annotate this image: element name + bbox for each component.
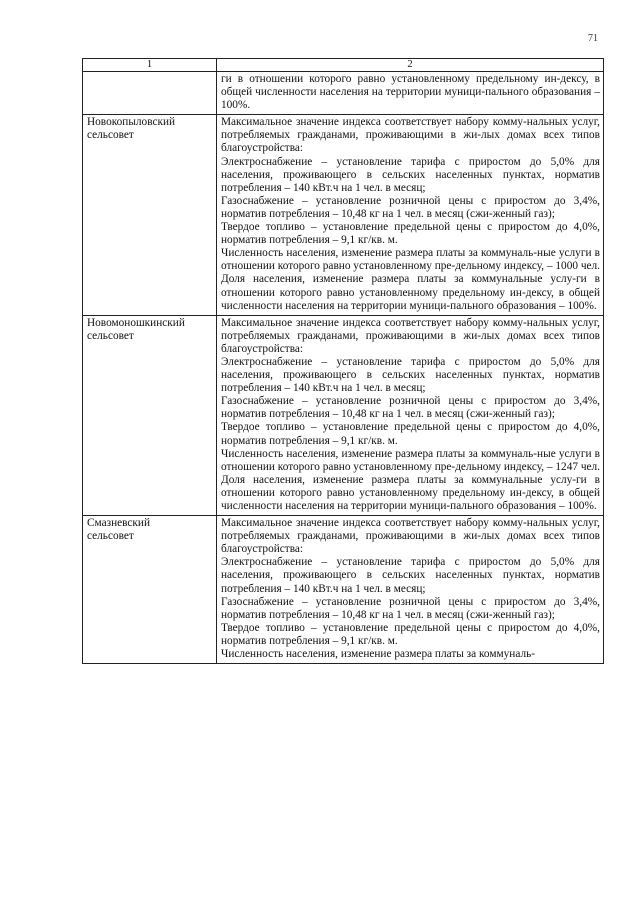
municipality-name-cell	[83, 516, 217, 664]
electricity-paragraph: Электроснабжение – установление тарифа с приростом до 5,0% для населения, проживающего в сельских населенных пунктах, норматив потребления – 140 кВт.ч на 1 чел. в месяц;	[221, 155, 600, 194]
continuation-name-cell	[83, 72, 217, 115]
page-number: 71	[588, 33, 598, 44]
gas-paragraph: Газоснабжение – установление розничной цены с приростом до 3,4%, норматив потребления – 10,48 кг на 1 чел. в месяц (сжи-женный газ);	[221, 194, 600, 220]
municipality-type: сельсовет	[87, 329, 134, 342]
gas-paragraph: Газоснабжение – установление розничной цены с приростом до 3,4%, норматив потребления – 10,48 кг на 1 чел. в месяц (сжи-женный газ);	[221, 395, 600, 421]
electricity-paragraph: Электроснабжение – установление тарифа с приростом до 5,0% для населения, проживающего в сельских населенных пунктах, норматив потребления – 140 кВт.ч на 1 чел. в месяц;	[221, 556, 600, 595]
gas-paragraph: Газоснабжение – установление розничной цены с приростом до 3,4%, норматив потребления – 10,48 кг на 1 чел. в месяц (сжи-женный газ);	[221, 595, 600, 621]
municipality-name: Новомоношкинский	[87, 316, 185, 329]
solid-fuel-paragraph: Твердое топливо – установление предельной цены с приростом до 4,0%, норматив потребления – 9,1 кг/кв. м.	[221, 621, 600, 647]
municipality-type: сельсовет	[87, 530, 134, 543]
index-description-cell	[217, 516, 604, 664]
table-row-smaznevsky	[83, 516, 604, 664]
population-paragraph: Численность населения, изменение размера платы за коммуналь-	[221, 648, 535, 661]
municipality-type: сельсовет	[87, 129, 134, 142]
solid-fuel-paragraph: Твердое топливо – установление предельной цены с приростом до 4,0%, норматив потребления – 9,1 кг/кв. м.	[221, 221, 600, 247]
municipality-name: Смазневский	[87, 517, 151, 530]
population-paragraph: Численность населения, изменение размера платы за коммуналь-ные услуги в отношении которого равно установленному пре-дельному индексу, – 1247 чел.	[221, 447, 600, 473]
index-intro-paragraph: Максимальное значение индекса соответствует набору комму-нальных услуг, потребляемых гражданами, проживающими в жи-лых домах всех типов благоустройства:	[221, 116, 600, 155]
municipality-name-cell	[83, 315, 217, 515]
index-intro-paragraph: Максимальное значение индекса соответствует набору комму-нальных услуг, потребляемых гражданами, проживающими в жи-лых домах всех типов благоустройства:	[221, 517, 600, 556]
index-description-cell	[217, 315, 604, 515]
index-description-cell	[217, 115, 604, 315]
document-table	[82, 58, 604, 664]
municipality-name-cell	[83, 115, 217, 315]
electricity-paragraph: Электроснабжение – установление тарифа с приростом до 5,0% для населения, проживающего в сельских населенных пунктах, норматив потребления – 140 кВт.ч на 1 чел. в месяц;	[221, 355, 600, 395]
continuation-content-cell	[217, 72, 604, 115]
continuation-row	[83, 72, 604, 115]
column-number-1: 1	[83, 59, 217, 72]
table-row-novokopylovsky	[83, 115, 604, 315]
column-number-2: 2	[217, 59, 604, 72]
population-share-paragraph: Доля населения, изменение размера платы за коммунальные услу-ги в отношении которого равно установленному предельному ин-дексу, в общей численности населения на территории муници-пального образования – 100%.	[221, 273, 600, 312]
population-share-paragraph: Доля населения, изменение размера платы за коммунальные услу-ги в отношении которого равно установленному предельному ин-дексу, в общей численности населения на территории муници-пального образования – 100%.	[221, 473, 600, 512]
index-intro-paragraph: Максимальное значение индекса соответствует набору комму-нальных услуг, потребляемых гражданами, проживающими в жи-лых домах всех типов благоустройства:	[221, 316, 600, 355]
solid-fuel-paragraph: Твердое топливо – установление предельной цены с приростом до 4,0%, норматив потребления – 9,1 кг/кв. м.	[221, 421, 600, 447]
continuation-paragraph: ги в отношении которого равно установленному предельному ин-дексу, в общей численности населения на территории муници-пального образования – 100%.	[221, 73, 600, 112]
population-paragraph: Численность населения, изменение размера платы за коммуналь-ные услуги в отношении которого равно установленному пре-дельному индексу, – 1000 чел.	[221, 247, 600, 273]
municipality-name: Новокопыловский	[87, 116, 176, 129]
table-row-novomonoshkinsky	[83, 315, 604, 515]
table-header-row	[83, 59, 604, 72]
